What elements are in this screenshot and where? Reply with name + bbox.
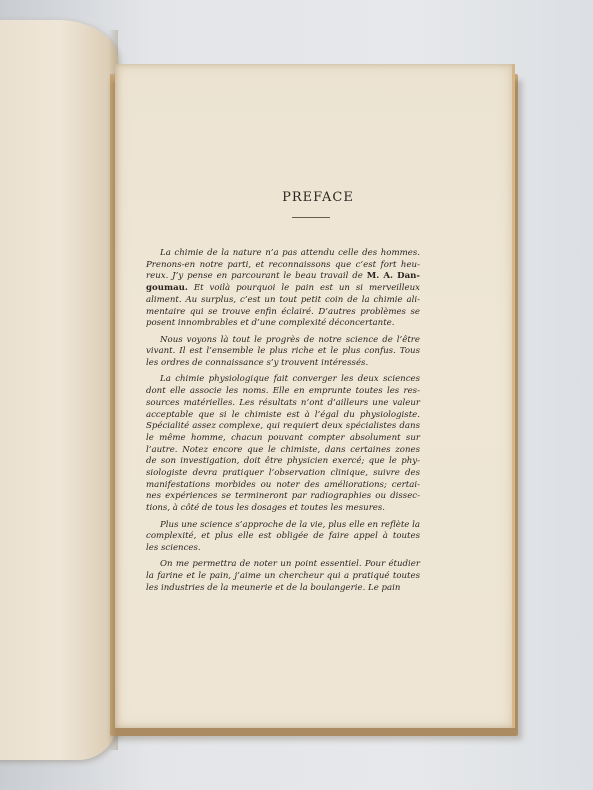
text-line: de son investigation, doit être physicien exercé; que le phy-: [146, 456, 420, 467]
text-line: posent innombrables et d’une complexité déconcertante.: [146, 318, 395, 329]
text-line: aliment. Au surplus, c’est un tout petit coin de la chimie ali-: [146, 294, 420, 305]
text-line: les ordres de connaissance s’y trouvent intéressés.: [146, 358, 369, 369]
text-line: vivant. Il est l’ensemble le plus riche et le plus confus. Tous: [146, 346, 420, 357]
text-line: siologiste devra pratiquer l’observation clinique, suivre des: [146, 468, 420, 479]
text-line: dont elle associe les noms. Elle en emprunte toutes les res-: [146, 386, 420, 397]
text-line: nes expériences se termineront par radiographies ou dissec-: [146, 491, 420, 502]
text-line: Spécialité assez complexe, qui requiert deux spécialistes dans: [146, 421, 420, 432]
text-line: les sciences.: [146, 542, 201, 553]
text-line: La chimie physiologique fait converger les deux sciences: [160, 374, 420, 385]
text-line: reux. J’y pense en parcourant le beau travail de M. A. Dan-: [146, 271, 420, 282]
text-line: goumau. Et voilà pourquoi le pain est un si merveilleux: [146, 283, 420, 294]
author-name: goumau.: [146, 283, 188, 294]
text-line: sources matérielles. Les résultats n’ont d’ailleurs une valeur: [146, 397, 420, 408]
text-line: acceptable que si le chimiste est à l’égal du physiologiste.: [146, 409, 420, 420]
text-line: tions, à côté de tous les dosages et toutes les mesures.: [146, 503, 386, 514]
page-title: PREFACE: [282, 190, 354, 205]
paragraph: [146, 374, 420, 514]
text-line: la farine et le pain, j’aime un chercheur qui a pratiqué toutes: [146, 571, 420, 582]
text-line: complexité, et plus elle est obligée de faire appel à toutes: [146, 531, 420, 542]
text-line: mentaire qui se trouve enfin éclairé. D’autres problèmes se: [146, 306, 420, 317]
text-line: La chimie de la nature n’a pas attendu celle des hommes.: [160, 248, 420, 258]
text-line: Prenons-en notre parti, et reconnaissons que c’est fort heu-: [146, 259, 420, 270]
paragraph: [146, 335, 420, 370]
text-line: manifestations morbides ou noter des améliorations; certai-: [146, 479, 420, 490]
paragraph: [146, 520, 420, 555]
author-name: M. A. Dan-: [366, 271, 420, 282]
paragraph: [146, 248, 420, 330]
left-page: [0, 20, 118, 760]
text-line: Plus une science s’approche de la vie, plus elle en reflète la: [160, 519, 420, 530]
text-line: les industries de la meunerie et de la boulangerie. Le pain: [146, 582, 401, 593]
title-divider: [292, 217, 330, 218]
text-line: On me permettra de noter un point essentiel. Pour étudier: [160, 559, 420, 570]
text-line: le même homme, chacun pouvant compter absolument sur: [146, 432, 420, 443]
preface-text: [146, 248, 420, 599]
text-line: Nous voyons là tout le progrès de notre science de l’être: [160, 334, 420, 345]
text-line: l’autre. Notez encore que le chimiste, dans certaines zones: [146, 444, 420, 455]
paragraph: [146, 559, 420, 594]
